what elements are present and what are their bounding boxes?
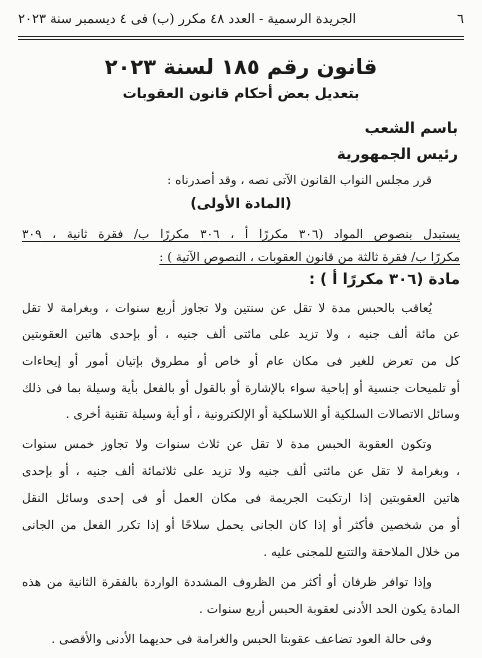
article-one-heading: (المادة الأولى) [190,196,292,212]
paragraph-line: أو من شخصين فأكثر أو إذا كان الجانى يحمل سلاحًا أو إذا تكرر الفعل من الجانى [22,518,460,532]
paragraph-line: أو تلميحات جنسية أو إباحية سواء بالإشارة أو بالقول أو بالفعل بأية وسيلة بما فى ذلك [22,381,460,395]
paragraph-line: المادة يكون الحد الأدنى لعقوبة الحبس أربع سنوات . [199,602,460,616]
paragraph-line: ، وبغرامة لا تقل عن مائتى ألف جنيه ولا تزيد على ثلاثمائة ألف جنيه ، أو بإحدى [22,464,460,478]
paragraph-line: هاتين العقوبتين إذا ارتكبت الجريمة فى مكان العمل أو فى إحدى وسائل النقل [22,491,460,505]
enactment-clause: قرر مجلس النواب القانون الآتى نصه ، وقد أصدرناه : [167,173,432,187]
article-one-line: مكررًا ب/ فقرة ثالثة من قانون العقوبات ، النصوص الآتية ) : [159,250,460,264]
paragraph-line: وسائل الاتصالات السلكية أو اللاسلكية أو الإلكترونية ، أو أية وسيلة تقنية أخرى . [65,407,460,421]
paragraph-line: كل من تعرض للغير فى مكان عام أو خاص أو مطروق بإتيان أمور أو إيحاءات [22,354,460,368]
law-title: قانون رقم ١٨٥ لسنة ٢٠٢٣ [104,55,378,79]
paragraph-line: عن مائة ألف جنيه ، ولا تزيد على مائتى ألف جنيه ، أو بإحدى هاتين العقوبتين [22,327,460,341]
paragraph-line: وإذا توافر ظرفان أو أكثر من الظروف المشددة الواردة بالفقرة الثانية من هذه [22,575,432,589]
paragraph-line: وفى حالة العود تضاعف عقوبتا الحبس والغرامة فى حديهما الأدنى والأقصى . [51,632,432,646]
header-rule [18,36,464,37]
law-subtitle: بتعديل بعض أحكام قانون العقوبات [122,86,360,102]
paragraph-line: وتكون العقوبة الحبس مدة لا تقل عن ثلاث سنوات ولا تجاوز خمس سنوات [22,437,432,451]
header-rule-thin [18,39,464,40]
article-306-heading: مادة (٣٠٦ مكررًا أ ) : [308,270,460,288]
paragraph-line: يُعاقب بالحبس مدة لا تقل عن سنتين ولا تجاوز أربع سنوات ، وبغرامة لا تقل [22,301,432,315]
preamble-people: باسم الشعب [364,119,458,137]
running-header [18,6,464,32]
preamble-president: رئيس الجمهورية [336,145,458,163]
page-number: ٦ [457,11,464,27]
paragraph-line: من خلال الملاحقة والتتبع للمجنى عليه . [263,545,460,559]
article-one-line: يستبدل بنصوص المواد (٣٠٦ مكررًا أ ، ٣٠٦ مكررًا ب/ فقرة ثانية ، ٣٠٩ [22,227,460,241]
running-title: الجريدة الرسمية - العدد ٤٨ مكرر (ب) فى ٤ ديسمبر سنة ٢٠٢٣ [18,11,357,27]
